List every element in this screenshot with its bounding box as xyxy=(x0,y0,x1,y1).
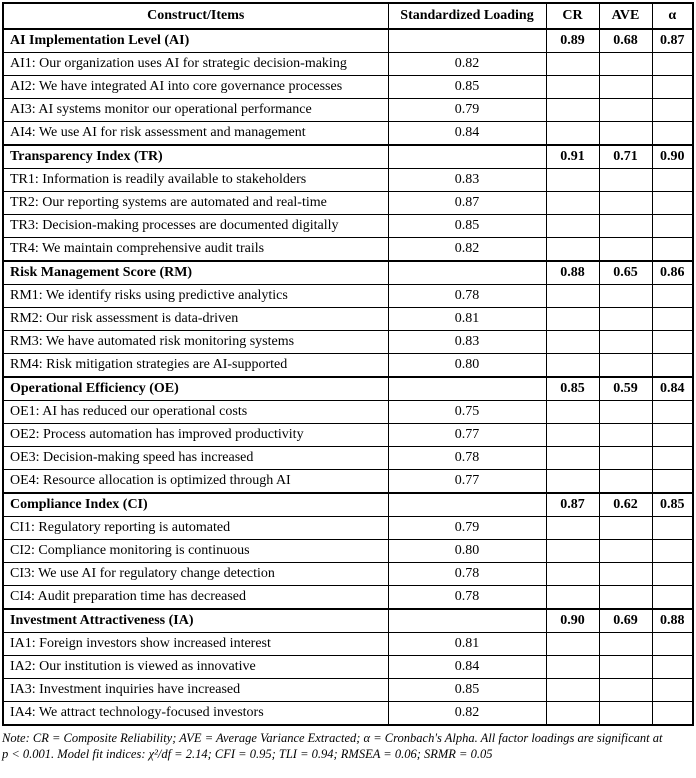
item-cr-empty xyxy=(546,633,599,656)
construct-alpha-value: 0.88 xyxy=(652,609,693,633)
item-cr-empty xyxy=(546,517,599,540)
construct-loading-empty xyxy=(388,377,546,401)
item-alpha-empty xyxy=(652,308,693,331)
item-label: IA4: We attract technology-focused investors xyxy=(3,702,388,726)
item-loading-value: 0.79 xyxy=(388,99,546,122)
header-standardized-loading: Standardized Loading xyxy=(388,3,546,29)
item-alpha-empty xyxy=(652,215,693,238)
construct-ave-value: 0.69 xyxy=(599,609,652,633)
header-cr: CR xyxy=(546,3,599,29)
item-row xyxy=(3,238,693,262)
item-ave-empty xyxy=(599,215,652,238)
construct-label: Risk Management Score (RM) xyxy=(3,261,388,285)
item-row xyxy=(3,424,693,447)
item-cr-empty xyxy=(546,76,599,99)
item-alpha-empty xyxy=(652,702,693,726)
item-cr-empty xyxy=(546,238,599,262)
item-ave-empty xyxy=(599,517,652,540)
construct-loading-empty xyxy=(388,261,546,285)
item-cr-empty xyxy=(546,586,599,610)
item-loading-value: 0.85 xyxy=(388,215,546,238)
item-ave-empty xyxy=(599,354,652,378)
item-row xyxy=(3,99,693,122)
item-alpha-empty xyxy=(652,354,693,378)
item-ave-empty xyxy=(599,122,652,146)
construct-loading-empty xyxy=(388,609,546,633)
item-label: OE2: Process automation has improved productivity xyxy=(3,424,388,447)
item-alpha-empty xyxy=(652,99,693,122)
item-row xyxy=(3,169,693,192)
item-loading-value: 0.83 xyxy=(388,169,546,192)
item-alpha-empty xyxy=(652,563,693,586)
item-row xyxy=(3,702,693,726)
construct-ave-value: 0.62 xyxy=(599,493,652,517)
item-row xyxy=(3,656,693,679)
item-loading-value: 0.84 xyxy=(388,656,546,679)
item-alpha-empty xyxy=(652,53,693,76)
item-label: AI3: AI systems monitor our operational performance xyxy=(3,99,388,122)
item-loading-value: 0.81 xyxy=(388,633,546,656)
item-alpha-empty xyxy=(652,679,693,702)
item-loading-value: 0.78 xyxy=(388,447,546,470)
construct-ave-value: 0.65 xyxy=(599,261,652,285)
construct-cr-value: 0.90 xyxy=(546,609,599,633)
item-row xyxy=(3,192,693,215)
item-row xyxy=(3,76,693,99)
item-row xyxy=(3,470,693,494)
item-row xyxy=(3,122,693,146)
item-loading-value: 0.85 xyxy=(388,76,546,99)
item-cr-empty xyxy=(546,656,599,679)
item-alpha-empty xyxy=(652,192,693,215)
item-cr-empty xyxy=(546,563,599,586)
item-loading-value: 0.81 xyxy=(388,308,546,331)
construct-cr-value: 0.91 xyxy=(546,145,599,169)
item-ave-empty xyxy=(599,447,652,470)
item-ave-empty xyxy=(599,401,652,424)
item-loading-value: 0.87 xyxy=(388,192,546,215)
item-row xyxy=(3,215,693,238)
construct-label: Investment Attractiveness (IA) xyxy=(3,609,388,633)
item-label: AI1: Our organization uses AI for strategic decision-making xyxy=(3,53,388,76)
item-loading-value: 0.78 xyxy=(388,285,546,308)
table-note xyxy=(2,731,694,762)
construct-alpha-value: 0.90 xyxy=(652,145,693,169)
item-ave-empty xyxy=(599,702,652,726)
item-row xyxy=(3,563,693,586)
item-cr-empty xyxy=(546,470,599,494)
item-label: TR2: Our reporting systems are automated and real-time xyxy=(3,192,388,215)
item-cr-empty xyxy=(546,99,599,122)
item-cr-empty xyxy=(546,540,599,563)
construct-row xyxy=(3,609,693,633)
item-ave-empty xyxy=(599,540,652,563)
item-ave-empty xyxy=(599,470,652,494)
item-ave-empty xyxy=(599,633,652,656)
item-loading-value: 0.82 xyxy=(388,53,546,76)
item-alpha-empty xyxy=(652,169,693,192)
item-alpha-empty xyxy=(652,447,693,470)
item-alpha-empty xyxy=(652,656,693,679)
measurement-model-table xyxy=(2,2,694,726)
item-alpha-empty xyxy=(652,122,693,146)
item-alpha-empty xyxy=(652,238,693,262)
item-cr-empty xyxy=(546,308,599,331)
item-label: IA1: Foreign investors show increased interest xyxy=(3,633,388,656)
item-cr-empty xyxy=(546,424,599,447)
item-cr-empty xyxy=(546,354,599,378)
item-cr-empty xyxy=(546,215,599,238)
item-row xyxy=(3,331,693,354)
item-cr-empty xyxy=(546,331,599,354)
item-label: RM4: Risk mitigation strategies are AI-supported xyxy=(3,354,388,378)
item-loading-value: 0.77 xyxy=(388,424,546,447)
item-cr-empty xyxy=(546,702,599,726)
item-loading-value: 0.85 xyxy=(388,679,546,702)
item-row xyxy=(3,53,693,76)
item-loading-value: 0.78 xyxy=(388,563,546,586)
item-alpha-empty xyxy=(652,517,693,540)
item-ave-empty xyxy=(599,99,652,122)
item-cr-empty xyxy=(546,447,599,470)
item-row xyxy=(3,517,693,540)
item-alpha-empty xyxy=(652,586,693,610)
construct-alpha-value: 0.85 xyxy=(652,493,693,517)
item-row xyxy=(3,401,693,424)
item-label: TR3: Decision-making processes are documented digitally xyxy=(3,215,388,238)
construct-ave-value: 0.68 xyxy=(599,29,652,53)
item-label: IA3: Investment inquiries have increased xyxy=(3,679,388,702)
note-line-2: p < 0.001. Model fit indices: χ²/df = 2.14; CFI = 0.95; TLI = 0.94; RMSEA = 0.06; SRMR = 0.05 xyxy=(2,746,493,761)
item-label: OE3: Decision-making speed has increased xyxy=(3,447,388,470)
item-ave-empty xyxy=(599,586,652,610)
item-ave-empty xyxy=(599,424,652,447)
item-cr-empty xyxy=(546,401,599,424)
item-loading-value: 0.82 xyxy=(388,702,546,726)
construct-alpha-value: 0.87 xyxy=(652,29,693,53)
header-construct-items: Construct/Items xyxy=(3,3,388,29)
item-loading-value: 0.77 xyxy=(388,470,546,494)
construct-row xyxy=(3,261,693,285)
item-ave-empty xyxy=(599,53,652,76)
construct-row xyxy=(3,377,693,401)
item-loading-value: 0.80 xyxy=(388,354,546,378)
item-alpha-empty xyxy=(652,331,693,354)
construct-row xyxy=(3,493,693,517)
construct-label: Transparency Index (TR) xyxy=(3,145,388,169)
item-row xyxy=(3,447,693,470)
item-alpha-empty xyxy=(652,401,693,424)
item-ave-empty xyxy=(599,563,652,586)
note-line-1: Note: CR = Composite Reliability; AVE = Average Variance Extracted; α = Cronbach's Alpha. All factor loadings are significant at xyxy=(2,731,663,745)
item-label: TR4: We maintain comprehensive audit trails xyxy=(3,238,388,262)
construct-cr-value: 0.87 xyxy=(546,493,599,517)
construct-label: AI Implementation Level (AI) xyxy=(3,29,388,53)
item-row xyxy=(3,633,693,656)
construct-cr-value: 0.88 xyxy=(546,261,599,285)
header-alpha: α xyxy=(652,3,693,29)
item-loading-value: 0.83 xyxy=(388,331,546,354)
construct-label: Operational Efficiency (OE) xyxy=(3,377,388,401)
item-ave-empty xyxy=(599,238,652,262)
item-loading-value: 0.84 xyxy=(388,122,546,146)
item-loading-value: 0.78 xyxy=(388,586,546,610)
item-label: OE1: AI has reduced our operational costs xyxy=(3,401,388,424)
construct-ave-value: 0.59 xyxy=(599,377,652,401)
item-row xyxy=(3,540,693,563)
item-cr-empty xyxy=(546,122,599,146)
item-loading-value: 0.75 xyxy=(388,401,546,424)
construct-row xyxy=(3,29,693,53)
item-loading-value: 0.82 xyxy=(388,238,546,262)
item-row xyxy=(3,679,693,702)
item-ave-empty xyxy=(599,192,652,215)
item-ave-empty xyxy=(599,308,652,331)
item-row xyxy=(3,354,693,378)
item-ave-empty xyxy=(599,656,652,679)
construct-label: Compliance Index (CI) xyxy=(3,493,388,517)
item-alpha-empty xyxy=(652,633,693,656)
item-label: AI4: We use AI for risk assessment and management xyxy=(3,122,388,146)
construct-cr-value: 0.89 xyxy=(546,29,599,53)
item-label: CI3: We use AI for regulatory change detection xyxy=(3,563,388,586)
item-label: OE4: Resource allocation is optimized through AI xyxy=(3,470,388,494)
construct-alpha-value: 0.86 xyxy=(652,261,693,285)
item-loading-value: 0.79 xyxy=(388,517,546,540)
table-header-row xyxy=(3,3,693,29)
construct-ave-value: 0.71 xyxy=(599,145,652,169)
construct-row xyxy=(3,145,693,169)
item-label: CI4: Audit preparation time has decreased xyxy=(3,586,388,610)
item-ave-empty xyxy=(599,76,652,99)
item-row xyxy=(3,308,693,331)
construct-cr-value: 0.85 xyxy=(546,377,599,401)
construct-alpha-value: 0.84 xyxy=(652,377,693,401)
item-alpha-empty xyxy=(652,285,693,308)
item-label: RM1: We identify risks using predictive analytics xyxy=(3,285,388,308)
item-alpha-empty xyxy=(652,76,693,99)
item-label: RM2: Our risk assessment is data-driven xyxy=(3,308,388,331)
item-cr-empty xyxy=(546,169,599,192)
item-row xyxy=(3,285,693,308)
item-ave-empty xyxy=(599,285,652,308)
item-row xyxy=(3,586,693,610)
item-label: AI2: We have integrated AI into core governance processes xyxy=(3,76,388,99)
item-cr-empty xyxy=(546,192,599,215)
table-body xyxy=(3,29,693,725)
item-ave-empty xyxy=(599,331,652,354)
item-label: CI1: Regulatory reporting is automated xyxy=(3,517,388,540)
item-label: IA2: Our institution is viewed as innovative xyxy=(3,656,388,679)
item-cr-empty xyxy=(546,53,599,76)
item-label: CI2: Compliance monitoring is continuous xyxy=(3,540,388,563)
item-ave-empty xyxy=(599,679,652,702)
construct-loading-empty xyxy=(388,493,546,517)
item-loading-value: 0.80 xyxy=(388,540,546,563)
item-alpha-empty xyxy=(652,424,693,447)
construct-loading-empty xyxy=(388,29,546,53)
item-alpha-empty xyxy=(652,470,693,494)
item-cr-empty xyxy=(546,679,599,702)
header-ave: AVE xyxy=(599,3,652,29)
item-ave-empty xyxy=(599,169,652,192)
item-label: TR1: Information is readily available to stakeholders xyxy=(3,169,388,192)
item-label: RM3: We have automated risk monitoring systems xyxy=(3,331,388,354)
item-alpha-empty xyxy=(652,540,693,563)
construct-loading-empty xyxy=(388,145,546,169)
item-cr-empty xyxy=(546,285,599,308)
